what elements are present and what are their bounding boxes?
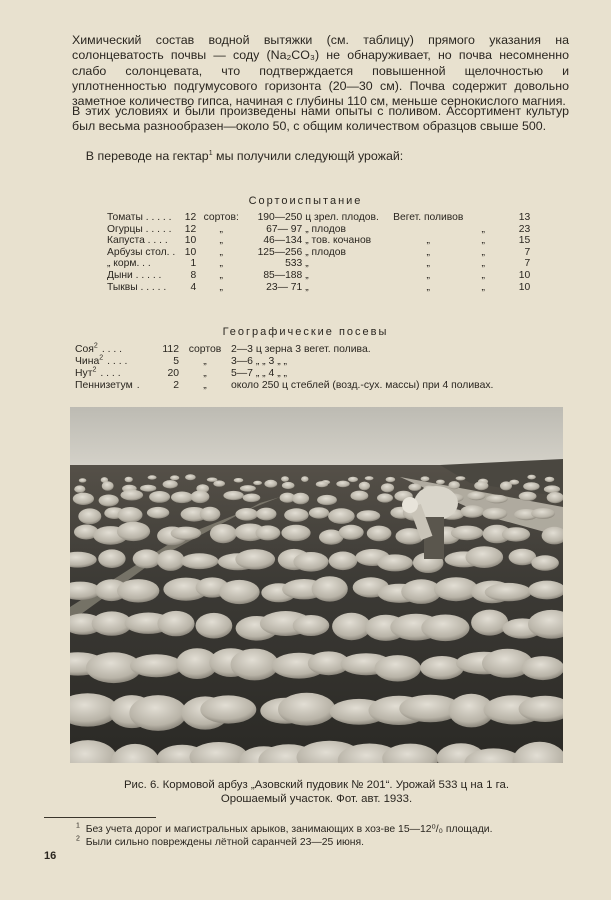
watermelon bbox=[421, 615, 469, 642]
geo-row bbox=[75, 356, 531, 368]
watermelon bbox=[309, 507, 329, 518]
geo-sup: 2 bbox=[99, 354, 104, 362]
variety-row bbox=[107, 282, 530, 294]
variety-trial-heading: Сортоиспытание bbox=[248, 195, 363, 207]
geo-crop-cell bbox=[75, 356, 151, 368]
variety-ditto: „ bbox=[481, 223, 485, 235]
variety-count: 10 bbox=[184, 235, 197, 247]
yield-intro-text: В переводе на гектар bbox=[85, 149, 209, 163]
watermelon bbox=[329, 552, 358, 571]
watermelon bbox=[351, 491, 369, 501]
variety-range: 67— 97 bbox=[266, 223, 303, 235]
watermelon bbox=[213, 480, 225, 486]
watermelon bbox=[292, 493, 309, 505]
geo-count: 2 bbox=[173, 380, 179, 391]
variety-ditto: „ bbox=[481, 235, 485, 247]
variety-extra: „ bbox=[426, 235, 430, 247]
variety-n: 10 bbox=[518, 269, 531, 281]
variety-measure: „ bbox=[305, 258, 309, 270]
variety-crop: Капуста . . . . bbox=[107, 235, 168, 247]
watermelon bbox=[281, 476, 289, 482]
watermelon bbox=[483, 508, 508, 520]
yield-intro-rest: мы получили следующй урожай: bbox=[212, 149, 404, 163]
variety-n: 7 bbox=[524, 258, 531, 270]
footnote-2 bbox=[76, 836, 364, 849]
watermelon bbox=[421, 476, 430, 481]
paragraph-yield-intro bbox=[72, 149, 569, 164]
watermelon bbox=[500, 481, 512, 490]
variety-extra: „ bbox=[426, 281, 430, 293]
watermelon bbox=[235, 549, 275, 569]
watermelon bbox=[523, 482, 539, 490]
watermelon bbox=[125, 477, 133, 483]
watermelon bbox=[282, 482, 295, 489]
variety-n: 13 bbox=[518, 212, 531, 223]
footnote-1-mark: 1 bbox=[76, 822, 80, 830]
variety-crop: Огурцы . . . . . bbox=[107, 223, 172, 235]
watermelon bbox=[312, 576, 348, 601]
footnote-2-text: Были сильно повреждены лётной саранчей 23—25 июня. bbox=[85, 837, 365, 848]
geo-crop: Соя bbox=[75, 344, 94, 355]
watermelon bbox=[171, 492, 193, 504]
geo-dots: . bbox=[136, 380, 140, 391]
geo-dots: . . . . bbox=[101, 344, 123, 355]
watermelon bbox=[130, 654, 183, 677]
paragraph-experiments: В этих условиях и были произведены нами опыты с поливом. Ассортимент культур был весьма разнообразен—около 50, с общим количеством образцов свыше 500. bbox=[72, 104, 569, 134]
watermelon bbox=[129, 695, 186, 731]
geo-count: 5 bbox=[173, 356, 179, 367]
geo-sup: 2 bbox=[93, 342, 98, 350]
variety-n: 10 bbox=[518, 281, 531, 293]
watermelon bbox=[148, 475, 157, 479]
footnote-mark-1: 1 bbox=[208, 149, 213, 157]
variety-row bbox=[107, 212, 530, 224]
variety-extra bbox=[387, 224, 466, 236]
variety-row bbox=[107, 224, 530, 236]
caption-line-1: Рис. 6. Кормовой арбуз „Азовский пудовик № 201“. Урожай 533 ц на 1 га. bbox=[123, 779, 510, 791]
watermelon bbox=[367, 526, 392, 542]
footnote-divider bbox=[44, 817, 156, 818]
variety-range: 125—256 bbox=[257, 246, 303, 258]
watermelon bbox=[357, 510, 381, 521]
footnote-1-text: Без учета дорог и магистральных арыков, занимающих в хоз-ве 15—12⁰/₀ площади. bbox=[85, 824, 493, 835]
watermelon bbox=[460, 505, 484, 517]
watermelon bbox=[348, 477, 358, 482]
geo-crop: Нут bbox=[75, 368, 93, 379]
watermelon bbox=[117, 579, 159, 602]
watermelon bbox=[147, 507, 169, 519]
watermelon bbox=[293, 552, 328, 572]
variety-ditto: „ bbox=[481, 246, 485, 258]
watermelon bbox=[527, 475, 535, 480]
variety-range: 190—250 bbox=[257, 212, 303, 223]
watermelon bbox=[544, 485, 560, 493]
watermelon bbox=[336, 481, 349, 488]
watermelon bbox=[185, 474, 196, 480]
variety-extra: „ bbox=[426, 269, 430, 281]
footnote-1 bbox=[76, 823, 492, 836]
variety-row bbox=[107, 235, 530, 247]
variety-unit: „ bbox=[219, 223, 223, 235]
variety-ditto: „ bbox=[481, 258, 485, 270]
watermelon bbox=[256, 508, 276, 521]
variety-n: 15 bbox=[518, 235, 531, 247]
watermelon bbox=[240, 485, 256, 492]
variety-count: 10 bbox=[184, 246, 197, 258]
watermelon bbox=[157, 611, 194, 636]
watermelon bbox=[466, 546, 504, 568]
figure-caption bbox=[70, 778, 563, 806]
watermelon bbox=[219, 580, 260, 604]
watermelon bbox=[377, 493, 393, 502]
variety-extra: „ bbox=[426, 246, 430, 258]
watermelon bbox=[278, 693, 335, 726]
watermelon bbox=[102, 481, 114, 490]
variety-crop: Томаты . . . . . bbox=[107, 212, 172, 223]
geo-unit: „ bbox=[203, 368, 207, 379]
watermelon bbox=[545, 477, 555, 482]
variety-range: 23— 71 bbox=[266, 281, 303, 293]
variety-unit: „ bbox=[219, 281, 223, 293]
watermelon bbox=[210, 524, 237, 543]
variety-measure: „ плодов bbox=[305, 246, 346, 258]
watermelon bbox=[117, 522, 150, 541]
watermelon bbox=[234, 478, 244, 483]
watermelon bbox=[339, 525, 364, 540]
watermelon bbox=[157, 550, 185, 571]
variety-count: 1 bbox=[190, 258, 197, 270]
geo-dots: . . . . bbox=[107, 356, 128, 367]
geo-unit: сортов bbox=[188, 344, 222, 355]
geo-dots: . . . . bbox=[100, 368, 121, 379]
geo-row bbox=[75, 368, 531, 380]
watermelon bbox=[200, 695, 256, 723]
watermelon bbox=[74, 485, 85, 492]
geo-row bbox=[75, 380, 531, 392]
watermelon bbox=[531, 555, 559, 570]
geo-count: 112 bbox=[162, 344, 179, 355]
watermelon bbox=[235, 508, 258, 521]
variety-row bbox=[107, 270, 530, 282]
watermelon bbox=[365, 476, 374, 480]
watermelon bbox=[264, 480, 277, 488]
watermelon bbox=[471, 610, 508, 636]
variety-range: 85—188 bbox=[263, 269, 303, 281]
watermelon bbox=[316, 481, 328, 487]
variety-unit: „ bbox=[219, 258, 223, 270]
watermelon bbox=[196, 613, 233, 639]
variety-unit: „ bbox=[219, 269, 223, 281]
geo-rest: 3—6 „ „ 3 „ „ bbox=[231, 356, 288, 367]
variety-extra: Вегет. поливов bbox=[393, 212, 464, 223]
watermelon bbox=[531, 508, 555, 519]
watermelon bbox=[281, 525, 310, 541]
geo-rest: 2—3 ц зерна 3 вегет. полива. bbox=[231, 344, 371, 355]
footnote-2-mark: 2 bbox=[76, 835, 80, 843]
variety-unit: „ bbox=[219, 246, 223, 258]
watermelon bbox=[328, 508, 355, 524]
variety-crop: Арбузы стол. . bbox=[107, 246, 176, 258]
watermelon bbox=[231, 649, 279, 681]
watermelon bbox=[408, 484, 421, 491]
watermelon bbox=[191, 491, 210, 504]
watermelon bbox=[253, 481, 262, 485]
watermelon bbox=[78, 508, 101, 524]
variety-unit: сортов: bbox=[203, 212, 239, 223]
watermelon bbox=[449, 481, 460, 489]
variety-row bbox=[107, 247, 530, 259]
geo-crop: Пеннизетум bbox=[75, 380, 133, 391]
page-number: 16 bbox=[44, 850, 57, 862]
geo-rest: 5—7 „ „ 4 „ „ bbox=[231, 368, 288, 379]
geo-unit: „ bbox=[203, 356, 207, 367]
variety-count: 4 bbox=[190, 281, 197, 293]
variety-range: 533 bbox=[285, 258, 303, 270]
watermelon bbox=[149, 491, 170, 503]
watermelon bbox=[519, 492, 537, 501]
geo-sowing-heading: Географические посевы bbox=[222, 326, 389, 338]
watermelon bbox=[170, 475, 179, 480]
variety-trial-table bbox=[107, 212, 530, 293]
variety-crop: Тыквы . . . . . bbox=[107, 281, 167, 293]
watermelon bbox=[377, 554, 413, 571]
variety-crop: „ корм. . . bbox=[107, 258, 151, 270]
geo-count: 20 bbox=[167, 368, 179, 379]
geo-crop-cell bbox=[75, 380, 151, 392]
watermelon bbox=[485, 583, 532, 601]
watermelon bbox=[133, 549, 161, 568]
watermelon bbox=[359, 482, 370, 491]
geo-row bbox=[75, 344, 531, 356]
watermelon bbox=[223, 491, 243, 500]
watermelon bbox=[99, 495, 119, 507]
geo-sowing-table bbox=[75, 344, 531, 392]
variety-n: 23 bbox=[518, 223, 531, 235]
watermelon bbox=[284, 508, 308, 522]
caption-line-2: Орошаемый участок. Фот. авт. 1933. bbox=[220, 793, 413, 805]
watermelon bbox=[256, 525, 281, 540]
geo-sup: 2 bbox=[92, 366, 97, 374]
watermelon bbox=[79, 478, 87, 482]
watermelon bbox=[163, 480, 178, 488]
watermelon bbox=[420, 656, 464, 680]
watermelon bbox=[317, 495, 337, 505]
variety-measure: ц зрел. плодов. bbox=[305, 212, 379, 223]
watermelon bbox=[98, 549, 125, 568]
watermelon bbox=[140, 485, 156, 492]
watermelon bbox=[456, 476, 466, 480]
paragraph-soil-composition: Химический состав водной вытяжки (см. таблицу) прямого указания на солонцеватость почвы — соду (Na₂CO₃) не обнаруживает, но почва несомненно слабо солонцевата, что подтверждается повышенной щелочностью и уплотненностью подгумусового горизонта (20—30 см). Почва содержит довольно заметное количество гипса, начиная с глубины 110 см, меньше сернокислого магния. bbox=[72, 33, 569, 109]
variety-crop: Дыни . . . . . bbox=[107, 269, 162, 281]
watermelon-field-photo bbox=[70, 407, 563, 763]
variety-range: 46—134 bbox=[263, 235, 303, 247]
geo-unit: „ bbox=[203, 380, 207, 391]
watermelon bbox=[73, 493, 94, 505]
variety-extra: „ bbox=[426, 258, 430, 270]
watermelon bbox=[171, 527, 202, 540]
watermelon bbox=[547, 492, 563, 503]
geo-crop-cell bbox=[75, 344, 151, 356]
watermelon bbox=[381, 483, 394, 492]
watermelon bbox=[451, 526, 483, 541]
watermelon bbox=[375, 655, 421, 681]
variety-ditto bbox=[466, 212, 497, 224]
watermelon bbox=[474, 481, 488, 490]
variety-count: 12 bbox=[184, 212, 197, 223]
variety-ditto: „ bbox=[481, 281, 485, 293]
watermelon bbox=[243, 494, 261, 503]
watermelon bbox=[293, 615, 330, 636]
variety-unit: „ bbox=[219, 235, 223, 247]
variety-count: 12 bbox=[184, 223, 197, 235]
watermelon bbox=[332, 613, 371, 640]
watermelon bbox=[386, 477, 396, 482]
watermelon bbox=[181, 553, 219, 569]
watermelon bbox=[436, 480, 445, 485]
geo-crop: Чина bbox=[75, 356, 100, 367]
watermelon bbox=[200, 507, 221, 522]
variety-count: 8 bbox=[190, 269, 197, 281]
watermelon bbox=[467, 492, 485, 501]
variety-n: 7 bbox=[524, 246, 531, 258]
watermelon bbox=[301, 476, 308, 482]
geo-rest: около 250 ц стеблей (возд.-сух. массы) при 4 поливах. bbox=[231, 380, 494, 391]
variety-measure: „ bbox=[305, 281, 309, 293]
watermelon bbox=[121, 490, 144, 501]
variety-measure: „ bbox=[305, 269, 309, 281]
watermelon bbox=[522, 656, 564, 680]
watermelon bbox=[502, 527, 530, 541]
sky-area bbox=[70, 407, 563, 471]
geo-crop-cell bbox=[75, 368, 151, 380]
variety-ditto: „ bbox=[481, 269, 485, 281]
variety-row bbox=[107, 258, 530, 270]
variety-measure: „ тов. кочанов bbox=[305, 235, 372, 247]
variety-measure: „ плодов bbox=[305, 223, 346, 235]
watermelon bbox=[486, 495, 508, 504]
watermelon bbox=[118, 507, 143, 523]
